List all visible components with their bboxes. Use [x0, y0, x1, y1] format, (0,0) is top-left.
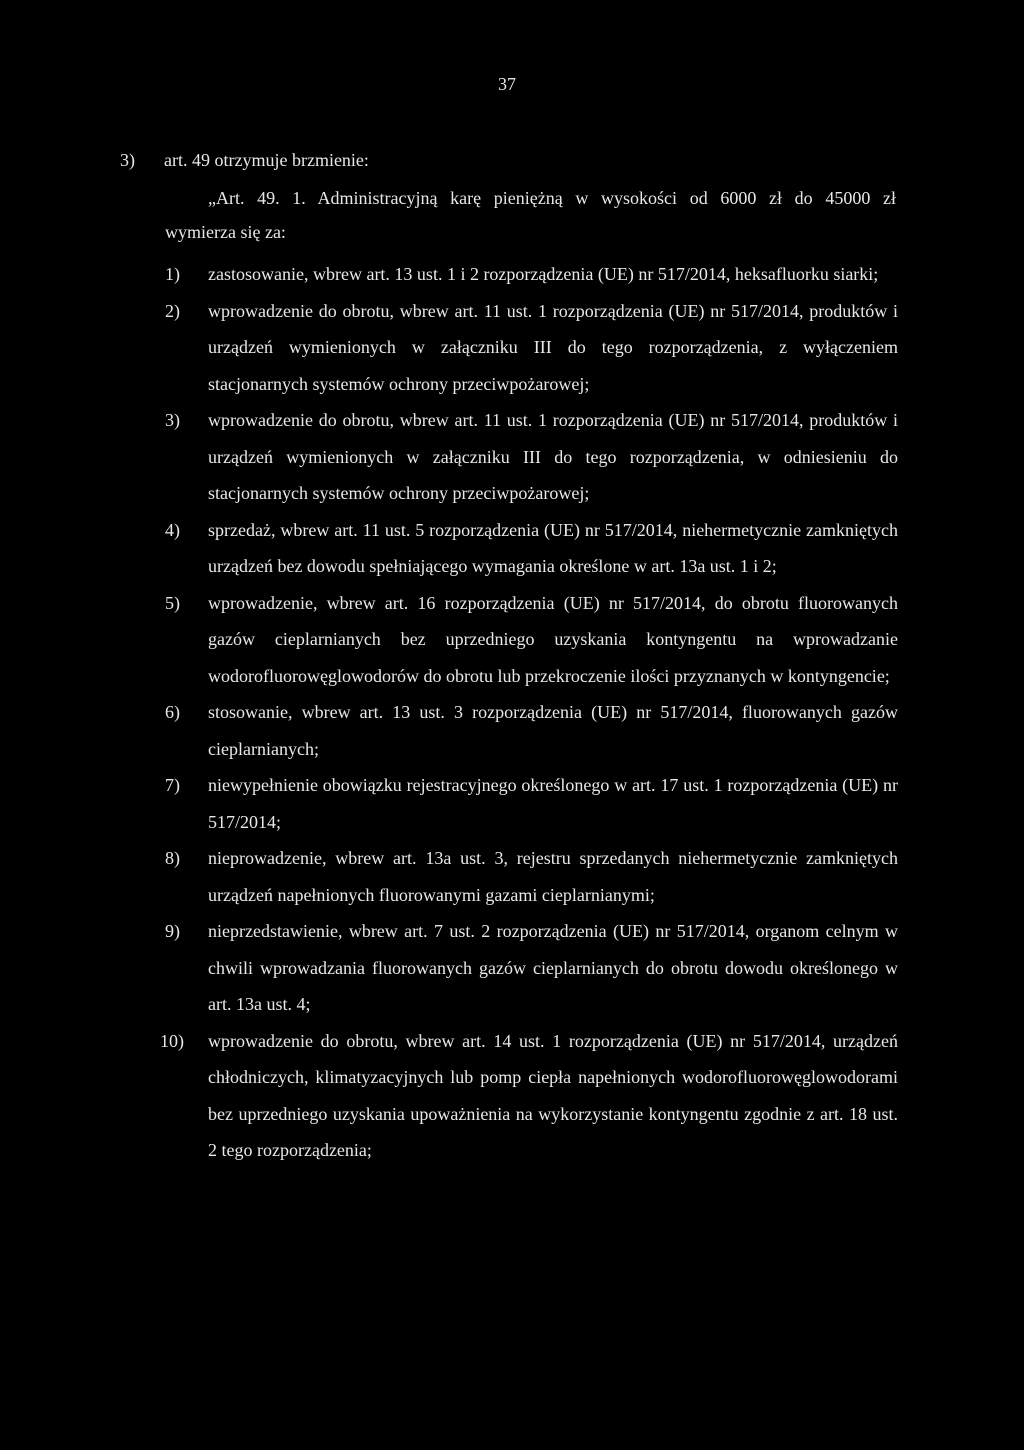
penalty-list	[0, 256, 1024, 1169]
list-item-text: wprowadzenie do obrotu, wbrew art. 14 ust. 1 rozporządzenia (UE) nr 517/2014, urządzeń chłodniczych, klimatyzacyjnych lub pomp ciepła napełnionych wodorofluorowęglowodorami bez uprzedniego uzyskania upoważnienia na wykorzystanie kontyngentu zgodnie z art. 18 ust. 2 tego rozporządzenia;	[208, 1030, 898, 1160]
list-item-text: nieprzedstawienie, wbrew art. 7 ust. 2 rozporządzenia (UE) nr 517/2014, organom celnym w chwili wprowadzania fluorowanych gazów cieplarnianych do obrotu dowodu określonego w art. 13a ust. 4;	[208, 921, 898, 1014]
amendment-text: art. 49 otrzymuje brzmienie:	[164, 150, 369, 170]
list-item	[0, 840, 1024, 913]
list-item-number: 9)	[165, 921, 180, 941]
list-item	[0, 512, 1024, 585]
list-item	[0, 585, 1024, 695]
list-item-text: niewypełnienie obowiązku rejestracyjnego określonego w art. 17 ust. 1 rozporządzenia (UE) nr 517/2014;	[208, 775, 898, 832]
list-item	[0, 402, 1024, 512]
list-item-number: 3)	[165, 410, 180, 430]
list-item-number: 6)	[165, 702, 180, 722]
list-item-number: 10)	[160, 1030, 184, 1051]
list-item	[0, 293, 1024, 403]
amendment-intro	[120, 150, 369, 171]
list-item-number: 2)	[165, 300, 180, 321]
list-item	[0, 913, 1024, 1023]
list-item-text: stosowanie, wbrew art. 13 ust. 3 rozporządzenia (UE) nr 517/2014, fluorowanych gazów cieplarnianych;	[208, 702, 898, 759]
list-item-text: wprowadzenie, wbrew art. 16 rozporządzenia (UE) nr 517/2014, do obrotu fluorowanych gazów cieplarnianych bez uprzedniego uzyskania kontyngentu na wprowadzanie wodorofluorowęglowodorów do obrotu lub przekroczenie ilości przyznanych w kontyngencie;	[208, 592, 898, 686]
list-item-text: zastosowanie, wbrew art. 13 ust. 1 i 2 rozporządzenia (UE) nr 517/2014, heksafluorku siarki;	[208, 264, 879, 284]
list-item	[0, 1023, 1024, 1169]
list-item-text: wprowadzenie do obrotu, wbrew art. 11 ust. 1 rozporządzenia (UE) nr 517/2014, produktów i urządzeń wymienionych w załączniku III do tego rozporządzenia, w odniesieniu do stacjonarnych systemów ochrony przeciwpożarowej;	[208, 410, 898, 503]
list-item	[0, 694, 1024, 767]
page-number: 37	[498, 74, 516, 94]
article-heading-line2: wymierza się za:	[165, 222, 286, 242]
list-item-number: 1)	[165, 264, 180, 284]
list-item-number: 7)	[165, 775, 180, 795]
list-item-text: nieprowadzenie, wbrew art. 13a ust. 3, rejestru sprzedanych niehermetycznie zamkniętych urządzeń napełnionych fluorowanymi gazami cieplarnianymi;	[208, 848, 898, 905]
list-item	[0, 256, 1024, 293]
list-item-number: 8)	[165, 848, 180, 868]
list-item-text: wprowadzenie do obrotu, wbrew art. 11 ust. 1 rozporządzenia (UE) nr 517/2014, produktów i urządzeń wymienionych w załączniku III do tego rozporządzenia, z wyłączeniem stacjonarnych systemów ochrony przeciwpożarowej;	[208, 300, 898, 394]
amendment-number: 3)	[120, 150, 135, 170]
list-item-number: 5)	[165, 592, 180, 613]
list-item	[0, 767, 1024, 840]
article-heading-line1: „Art. 49. 1. Administracyjną karę pieniężną w wysokości od 6000 zł do 45000 zł	[208, 188, 896, 208]
list-item-text: sprzedaż, wbrew art. 11 ust. 5 rozporządzenia (UE) nr 517/2014, niehermetycznie zamkniętych urządzeń bez dowodu spełniającego wymagania określone w art. 13a ust. 1 i 2;	[208, 519, 898, 576]
list-item-number: 4)	[165, 519, 180, 540]
